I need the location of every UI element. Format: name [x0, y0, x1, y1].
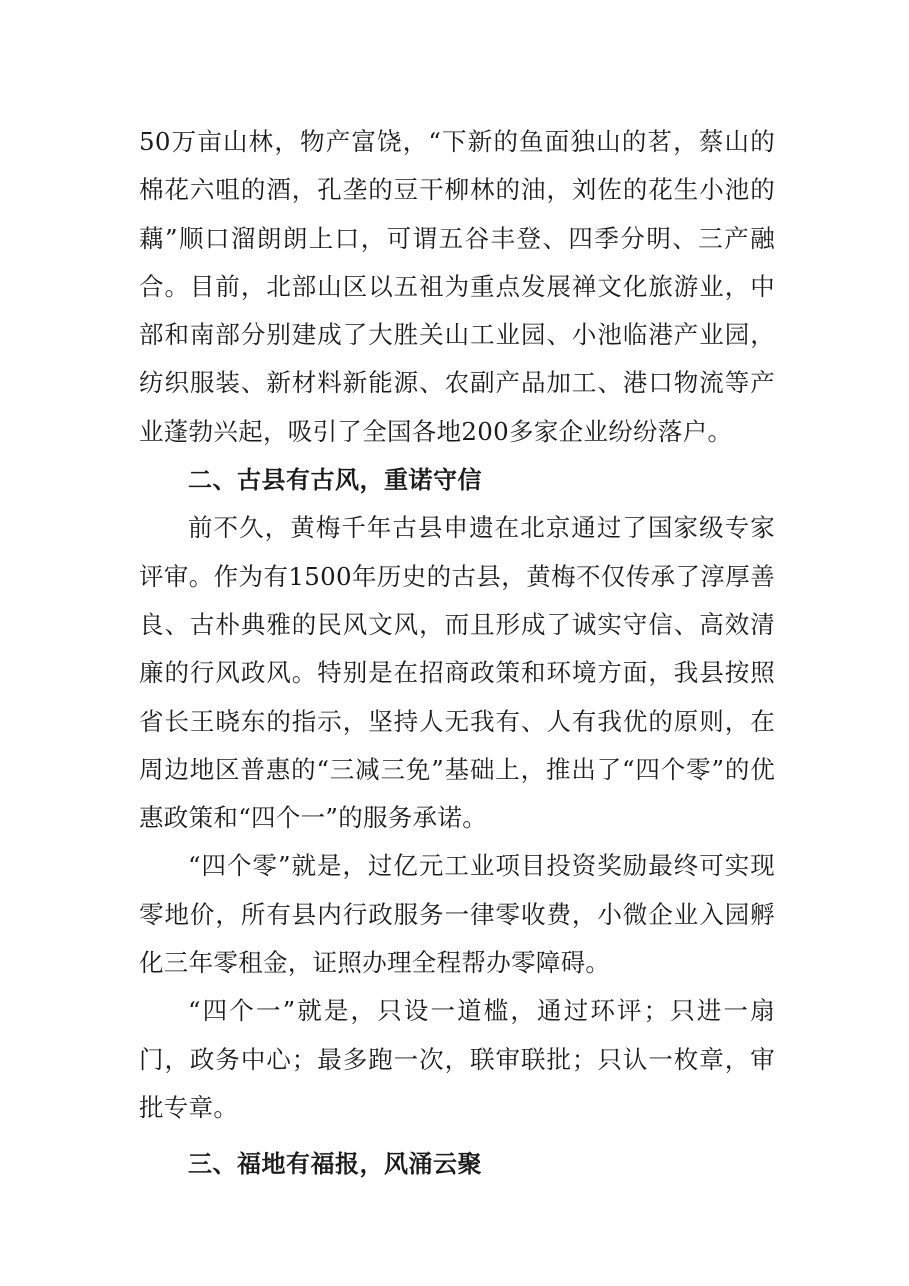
- paragraph-four-ones: “四个一”就是，只设一道槛，通过环评；只进一扇门，政务中心；最多跑一次，联审联批；只认一枚章，审批专章。: [139, 996, 775, 1122]
- document-body: [139, 118, 775, 1189]
- paragraph-agriculture-industry: 50万亩山林，物产富饶，“下新的鱼面独山的茗，蔡山的棉花六咀的酒，孔垄的豆干柳林的油，刘佐的花生小池的藕”顺口溜朗朗上口，可谓五谷丰登、四季分明、三产融合。目前，北部山区以五祖为重点发展禅文化旅游业，中部和南部分别建成了大胜关山工业园、小池临港产业园，纺织服装、新材料新能源、农副产品加工、港口物流等产业蓬勃兴起，吸引了全国各地200多家企业纷纷落户。: [139, 127, 775, 446]
- paragraph-ancient-county: 前不久，黄梅千年古县申遗在北京通过了国家级专家评审。作为有1500年历史的古县，黄梅不仅传承了淳厚善良、古朴典雅的民风文风，而且形成了诚实守信、高效清廉的行风政风。特别是在招商政策和环境方面，我县按照省长王晓东的指示，坚持人无我有、人有我优的原则，在周边地区普惠的“三减三免”基础上，推出了“四个零”的优惠政策和“四个一”的服务承诺。: [139, 513, 775, 833]
- paragraph-four-zeros: “四个零”就是，过亿元工业项目投资奖励最终可实现零地价，所有县内行政服务一律零收费，小微企业入园孵化三年零租金，证照办理全程帮办零障碍。: [139, 851, 775, 978]
- section-heading-2: 二、古县有古风，重诺守信: [188, 466, 482, 495]
- section-heading-3: 三、福地有福报，风涌云聚: [188, 1150, 482, 1179]
